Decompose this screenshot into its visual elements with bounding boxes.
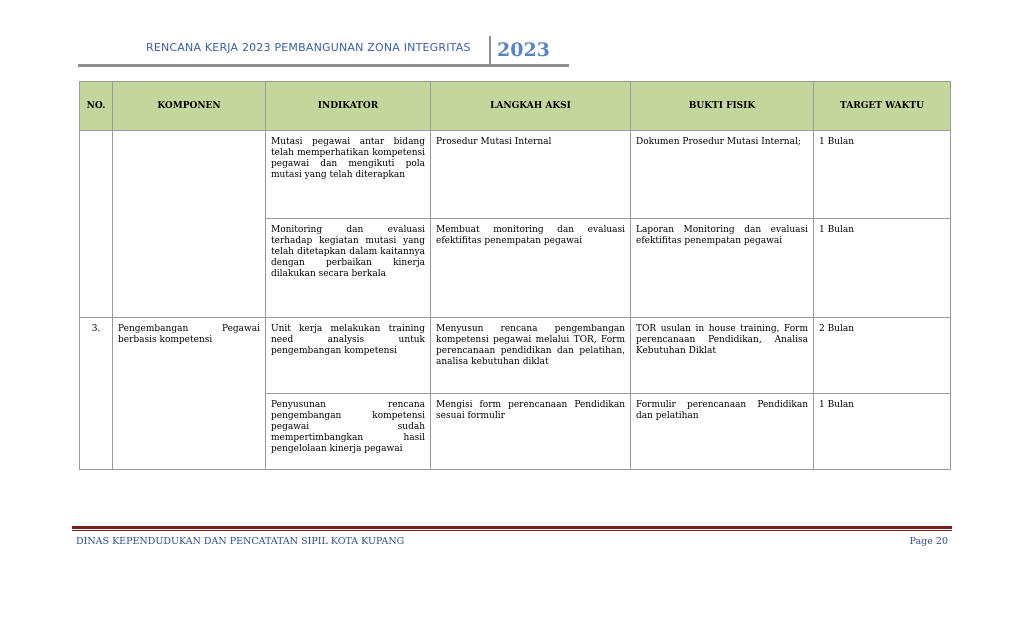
header-rule (78, 64, 569, 67)
cell-target-waktu: 1 Bulan (814, 394, 951, 470)
header-title: RENCANA KERJA 2023 PEMBANGUNAN ZONA INTEGRITAS (146, 41, 471, 54)
footer-organization: DINAS KEPENDUDUKAN DAN PENCATATAN SIPIL KOTA KUPANG (76, 536, 405, 547)
cell-indikator: Unit kerja melakukan training need analysis untuk pengembangan kompetensi (266, 318, 431, 394)
cell-bukti-fisik: Dokumen Prosedur Mutasi Internal; (631, 131, 814, 219)
cell-bukti-fisik: Laporan Monitoring dan evaluasi efektifitas penempatan pegawai (631, 219, 814, 318)
cell-indikator: Monitoring dan evaluasi terhadap kegiatan mutasi yang telah ditetapkan dalam kaitannya dengan perbaikan kinerja dilakukan secara berkala (266, 219, 431, 318)
header-year: 2023 (497, 39, 550, 61)
table-header-row (80, 82, 951, 131)
column-header-indikator: INDIKATOR (266, 82, 431, 131)
column-header-bukti-fisik: BUKTI FISIK (631, 82, 814, 131)
column-header-target-waktu: TARGET WAKTU (814, 82, 951, 131)
cell-bukti-fisik: TOR usulan in house training, Form perencanaan Pendidikan, Analisa Kebutuhan Diklat (631, 318, 814, 394)
cell-no: 3. (80, 318, 113, 470)
cell-target-waktu: 1 Bulan (814, 219, 951, 318)
column-header-no: NO. (80, 82, 113, 131)
cell-no (80, 131, 113, 318)
cell-target-waktu: 1 Bulan (814, 131, 951, 219)
cell-bukti-fisik: Formulir perencanaan Pendidikan dan pelatihan (631, 394, 814, 470)
cell-langkah-aksi: Mengisi form perencanaan Pendidikan sesuai formulir (431, 394, 631, 470)
work-plan-table (79, 81, 951, 470)
cell-komponen: Pengembangan Pegawai berbasis kompetensi (113, 318, 266, 470)
header-divider (489, 36, 491, 66)
cell-langkah-aksi: Membuat monitoring dan evaluasi efektifitas penempatan pegawai (431, 219, 631, 318)
footer-rule-thin (72, 530, 952, 531)
table-row (80, 131, 951, 219)
table-row (80, 318, 951, 394)
cell-target-waktu: 2 Bulan (814, 318, 951, 394)
footer-rule (72, 526, 952, 529)
column-header-langkah-aksi: LANGKAH AKSI (431, 82, 631, 131)
cell-indikator: Penyusunan rencana pengembangan kompetensi pegawai sudah mempertimbangkan hasil pengelolaan kinerja pegawai (266, 394, 431, 470)
cell-langkah-aksi: Menyusun rencana pengembangan kompetensi pegawai melalui TOR, Form perencanaan pendidikan dan pelatihan, analisa kebutuhan diklat (431, 318, 631, 394)
cell-komponen (113, 131, 266, 318)
cell-langkah-aksi: Prosedur Mutasi Internal (431, 131, 631, 219)
page-number: Page 20 (909, 536, 948, 547)
cell-indikator: Mutasi pegawai antar bidang telah memperhatikan kompetensi pegawai dan mengikuti pola mutasi yang telah diterapkan (266, 131, 431, 219)
column-header-komponen: KOMPONEN (113, 82, 266, 131)
